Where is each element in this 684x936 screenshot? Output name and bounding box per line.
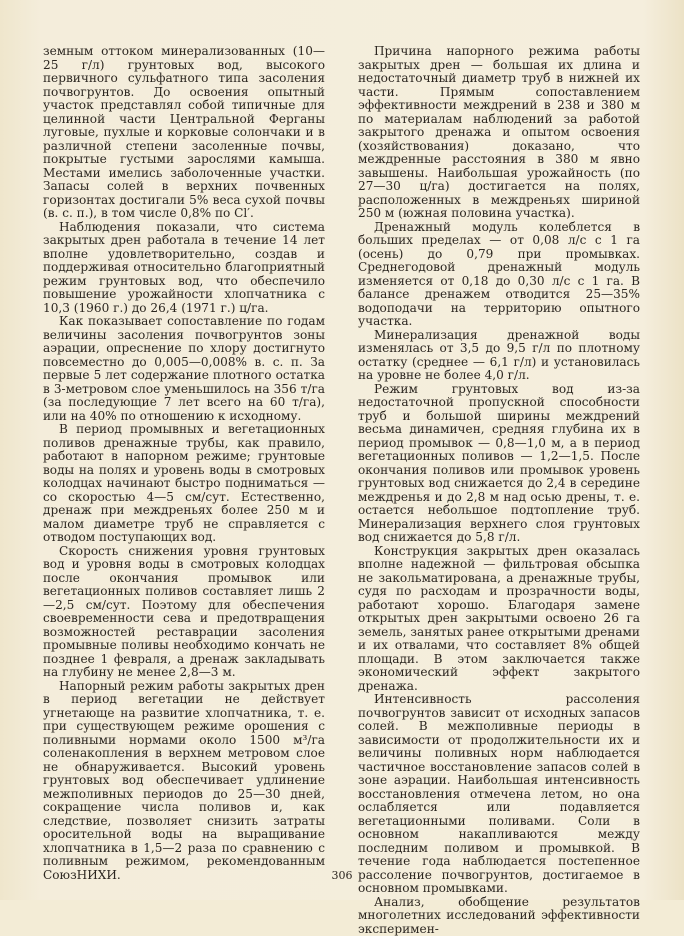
page-number: 306 (0, 869, 684, 882)
paragraph: Режим грунтовых вод из-за недостаточной пропускной способности труб и большой ширины междрений весьма динамичен, средняя глубина их в период промывок — 0,8—1,0 м, а в период вегетационных поливов — 1,2—1,5. После окончания поливов или промывок уровень грунтовых вод снижается до 2,4 в середине междренья и до 2,8 м над осью дрены, т. е. остается небольшое подтопление труб. Минерализация верхнего слоя грунтовых вод снижается до 5,8 г/л. (358, 383, 640, 545)
paragraph: В период промывных и вегетационных поливов дренажные трубы, как правило, работают в напорном режиме; грунтовые воды на полях и уровень воды в смотровых колодцах начинают быстро подниматься — со скоростью 4—5 см/сут. Естественно, дренаж при междреньях более 250 м и малом диаметре труб не справляется с отводом поступающих вод. (43, 423, 325, 545)
paragraph: Минерализация дренажной воды изменялась от 3,5 до 9,5 г/л по плотному остатку (среднее — 6,1 г/л) и установилась на уровне не более 4,0 г/л. (358, 329, 640, 383)
paragraph: земным оттоком минерализованных (10—25 г/л) грунтовых вод, высокого первичного сульфатного типа засоления почвогрунтов. До освоения опытный участок представлял собой типичные для целинной части Центральной Ферганы луговые, пухлые и корковые солончаки и в различной степени засоленные почвы, покрытые густыми зарослями камыша. Местами имелись заболоченные участки. Запасы солей в верхних почвенных горизонтах достигали 5% веса сухой почвы (в. с. п.), в том числе 0,8% по Cl′. (43, 45, 325, 221)
paragraph: Конструкция закрытых дрен оказалась вполне надежной — фильтровая обсыпка не закольматирована, а дренажные трубы, судя по расходам и прозрачности воды, работают хорошо. Благодаря замене открытых дрен закрытыми освоено 26 га земель, занятых ранее открытыми дренами и их отвалами, что составляет 8% общей площади. В этом заключается также экономический эффект закрытого дренажа. (358, 545, 640, 694)
left-text-column (43, 45, 325, 882)
paragraph: Как показывает сопоставление по годам величины засоления почвогрунтов зоны аэрации, опреснение по хлору достигнуто повсеместно до 0,005—0,008% в. с. п. За первые 5 лет содержание плотного остатка в 3-метровом слое уменьшилось на 356 т/га (за последующие 7 лет всего на 60 т/га), или на 40% по отношению к исходному. (43, 315, 325, 423)
paragraph: Напорный режим работы закрытых дрен в период вегетации не действует угнетающе на развитие хлопчатника, т. е. при существующем режиме орошения с поливными нормами около 1500 м³/га соленакопления в верхнем метровом слое не обнаруживается. Высокий уровень грунтовых вод обеспечивает удлинение межполивных периодов до 25—30 дней, сокращение числа поливов и, как следствие, позволяет снизить затраты оросительной воды на выращивание хлопчатника в 1,5—2 раза по сравнению с поливным режимом, рекомендованным СоюзНИХИ. (43, 680, 325, 883)
paragraph: Скорость снижения уровня грунтовых вод и уровня воды в смотровых колодцах после окончания промывок или вегетационных поливов составляет лишь 2—2,5 см/сут. Поэтому для обеспечения своевременности сева и предотвращения возможностей реставрации засоления промывные поливы необходимо кончать не позднее 1 февраля, а дренаж закладывать на глубину не менее 2,8—3 м. (43, 545, 325, 680)
paragraph: Анализ, обобщение результатов многолетних исследований эффективности эксперимен- (358, 896, 640, 936)
paragraph: Наблюдения показали, что система закрытых дрен работала в течение 14 лет вполне удовлетворительно, создав и поддерживая относительно благоприятный режим грунтовых вод, что обеспечило повышение урожайности хлопчатника с 10,3 (1960 г.) до 26,4 (1971 г.) ц/га. (43, 221, 325, 316)
right-text-column (358, 45, 640, 936)
paragraph: Интенсивность рассоления почвогрунтов зависит от исходных запасов солей. В межполивные периоды в зависимости от продолжительности их и величины поливных норм наблюдается частичное восстановление запасов солей в зоне аэрации. Наибольшая интенсивность восстановления отмечена летом, но она ослабляется или подавляется вегетационными поливами. Соли в основном накапливаются между последним поливом и промывкой. В течение года наблюдается постепенное рассоление почвогрунтов, достигаемое в основном промывками. (358, 693, 640, 896)
paragraph: Причина напорного режима работы закрытых дрен — большая их длина и недостаточный диаметр труб в нижней их части. Прямым сопоставлением эффективности междрений в 238 и 380 м по материалам наблюдений за работой закрытого дренажа и опытом освоения (хозяйствования) доказано, что междренные расстояния в 380 м явно завышены. Наибольшая урожайность (по 27—30 ц/га) достигается на полях, расположенных в междреньях шириной 250 м (южная половина участка). (358, 45, 640, 221)
paragraph: Дренажный модуль колеблется в больших пределах — от 0,08 л/с с 1 га (осень) до 0,79 при промывках. Среднегодовой дренажный модуль изменяется от 0,18 до 0,30 л/с с 1 га. В балансе дренажем отводится 25—35% водоподачи на территорию опытного участка. (358, 221, 640, 329)
